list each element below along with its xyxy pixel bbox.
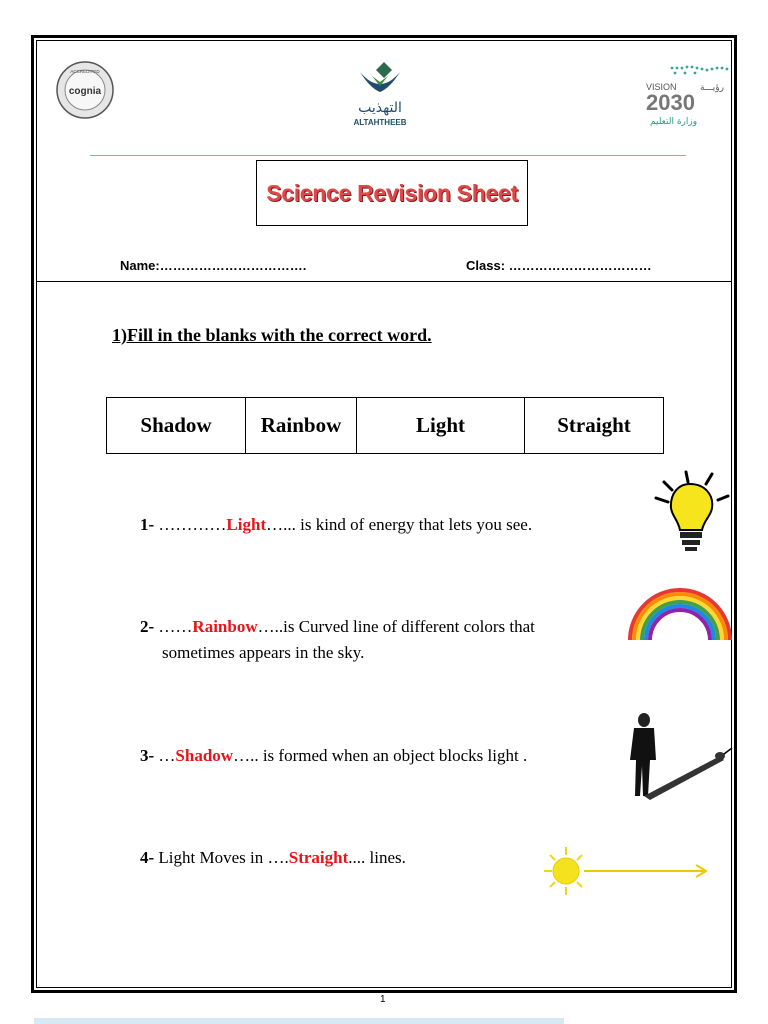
rainbow-icon — [624, 570, 736, 642]
item-number: 4- — [140, 848, 155, 867]
svg-text:رؤيـــة: رؤيـــة — [700, 83, 724, 93]
question-item-3 — [140, 743, 527, 769]
word-bank-cell: Shadow — [107, 398, 246, 454]
altahtheeb-logo — [330, 58, 430, 130]
item-text-before: ………… — [154, 515, 227, 534]
item-text-before: … — [154, 746, 176, 765]
word-bank-table — [106, 397, 664, 454]
item-number: 1- — [140, 515, 155, 534]
item-answer[interactable]: Shadow — [175, 746, 234, 765]
svg-text:cognia: cognia — [68, 86, 102, 97]
item-text-after: .... lines. — [348, 848, 406, 867]
item-answer[interactable]: Rainbow — [192, 617, 258, 636]
question-item-4 — [140, 845, 406, 871]
cognia-logo — [55, 60, 115, 120]
svg-text:ACCREDITED: ACCREDITED — [70, 69, 100, 74]
question-item-1 — [140, 512, 532, 538]
page-number: 1 — [380, 994, 386, 1005]
word-bank-cell: Straight — [525, 398, 664, 454]
header-separator — [36, 281, 732, 282]
item-answer[interactable]: Light — [226, 515, 267, 534]
svg-text:2030: 2030 — [646, 90, 695, 115]
item-number: 3- — [140, 746, 155, 765]
item-answer[interactable]: Straight — [288, 848, 349, 867]
footer-bar — [34, 1018, 564, 1024]
man-shadow-icon — [624, 712, 736, 802]
item-text-after: …... is kind of energy that lets you see. — [266, 515, 533, 534]
item-text-after: …..is Curved line of different colors that — [257, 617, 535, 636]
svg-text:VISION: VISION — [646, 82, 677, 92]
header-divider — [90, 155, 686, 156]
item-text-before: Light Moves in …. — [154, 848, 289, 867]
light-bulb-icon — [650, 468, 734, 554]
word-bank-cell: Rainbow — [246, 398, 357, 454]
svg-text:التهذيب: التهذيب — [358, 100, 402, 116]
item-text-before: …… — [154, 617, 193, 636]
question-heading: 1)Fill in the blanks with the correct word. — [112, 325, 432, 345]
vision-2030-logo — [640, 60, 736, 128]
item-number: 2- — [140, 617, 155, 636]
page-title: Science Revision Sheet — [266, 179, 518, 206]
item-text-after: ….. is formed when an object blocks light . — [233, 746, 528, 765]
word-bank-cell: Light — [357, 398, 525, 454]
item-text-continued: sometimes appears in the sky. — [162, 643, 365, 662]
svg-text:ALTAHTHEEB: ALTAHTHEEB — [353, 118, 407, 127]
title-box — [256, 160, 528, 226]
svg-text:وزارة التعليم: وزارة التعليم — [650, 117, 698, 127]
sun-ray-icon — [540, 845, 712, 897]
question-item-2 — [140, 614, 620, 666]
name-field[interactable]: Name:……………………………. — [120, 258, 307, 273]
class-field[interactable]: Class: …………………………… — [466, 258, 652, 273]
